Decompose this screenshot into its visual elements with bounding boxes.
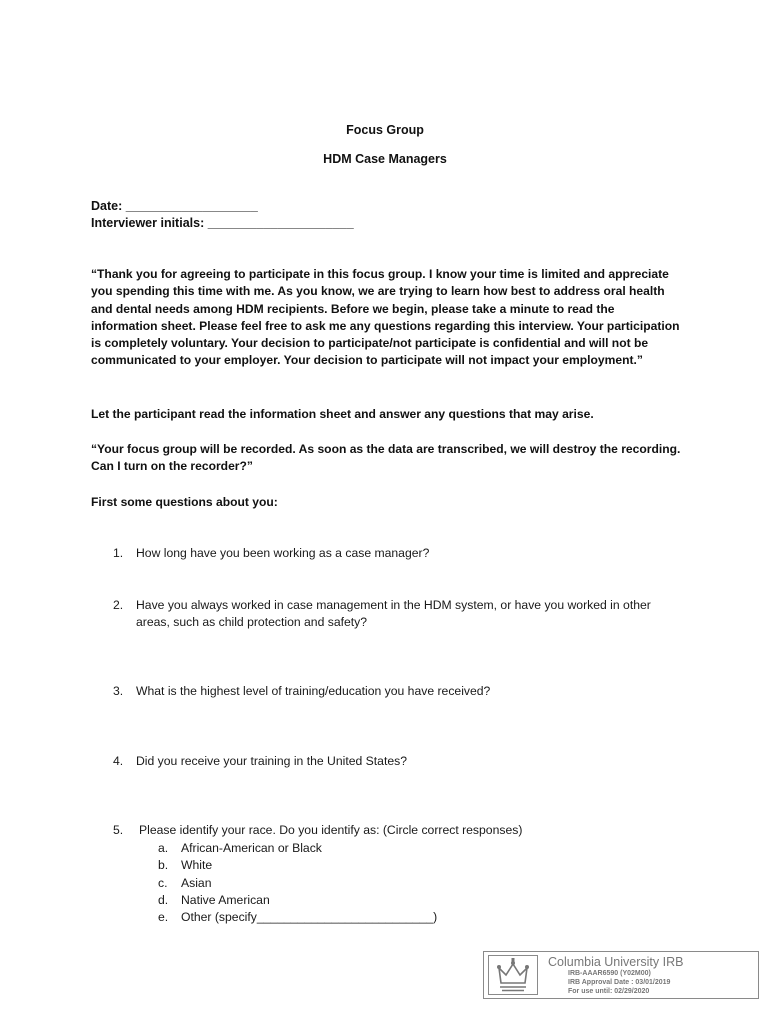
irb-brand: Columbia University IRB [548, 955, 684, 969]
option-letter: e. [158, 910, 169, 925]
question-text: Have you always worked in case management in the HDM system, or have you worked in other areas, such as child protection and safety? [136, 598, 651, 630]
intro-paragraph: “Thank you for agreeing to participate in this focus group. I know your time is limited and appreciate you spending this time with me. As you know, we are trying to learn how best to address oral health and dental needs among HDM recipients. Before we begin, please take a minute to read the information sheet. Please feel free to ask me any questions regarding this interview. Your participation is completely voluntary. Your decision to participate/not participate is confidential and will not be communicated to your employer. Your decision to participate will not impact your employment.” [91, 267, 680, 368]
document-title: Focus Group [346, 123, 424, 137]
recording-paragraph: “Your focus group will be recorded. As soon as the data are transcribed, we will destroy the recording. Can I turn on the recorder?” [91, 442, 681, 474]
first-questions-heading: First some questions about you: [91, 495, 278, 509]
question-text: How long have you been working as a case manager? [136, 546, 430, 560]
question-number: 4. [113, 754, 124, 768]
question-number: 2. [113, 598, 124, 612]
instruction-paragraph: Let the participant read the information sheet and answer any questions that may arise. [91, 407, 594, 421]
option-text: Asian [181, 875, 212, 890]
option-text: Other (specify__________________________) [181, 910, 438, 925]
irb-protocol: IRB-AAAR6590 (Y02M00) [568, 970, 651, 977]
option-letter: a. [158, 841, 169, 855]
irb-approval-stamp [483, 951, 759, 999]
option-text: Native American [181, 892, 270, 907]
option-text: White [181, 858, 213, 873]
option-letter: b. [158, 858, 169, 873]
option-text: African-American or Black [181, 841, 322, 855]
irb-use-until: For use until: 02/29/2020 [568, 988, 650, 995]
option-letter: d. [158, 892, 169, 907]
document-subtitle: HDM Case Managers [323, 152, 447, 166]
question-number: 3. [113, 684, 124, 698]
irb-approval-date: IRB Approval Date : 03/01/2019 [568, 979, 671, 986]
question-text: Please identify your race. Do you identify as: (Circle correct responses) [139, 823, 523, 837]
interviewer-initials-field: Interviewer initials: _____________________ [91, 216, 354, 230]
option-letter: c. [158, 875, 168, 890]
question-number: 1. [113, 546, 124, 560]
crown-icon [488, 955, 538, 995]
question-number: 5. [113, 823, 124, 837]
question-text: What is the highest level of training/education you have received? [136, 684, 491, 698]
question-text: Did you receive your training in the United States? [136, 754, 407, 768]
date-field: Date: ___________________ [91, 199, 258, 213]
